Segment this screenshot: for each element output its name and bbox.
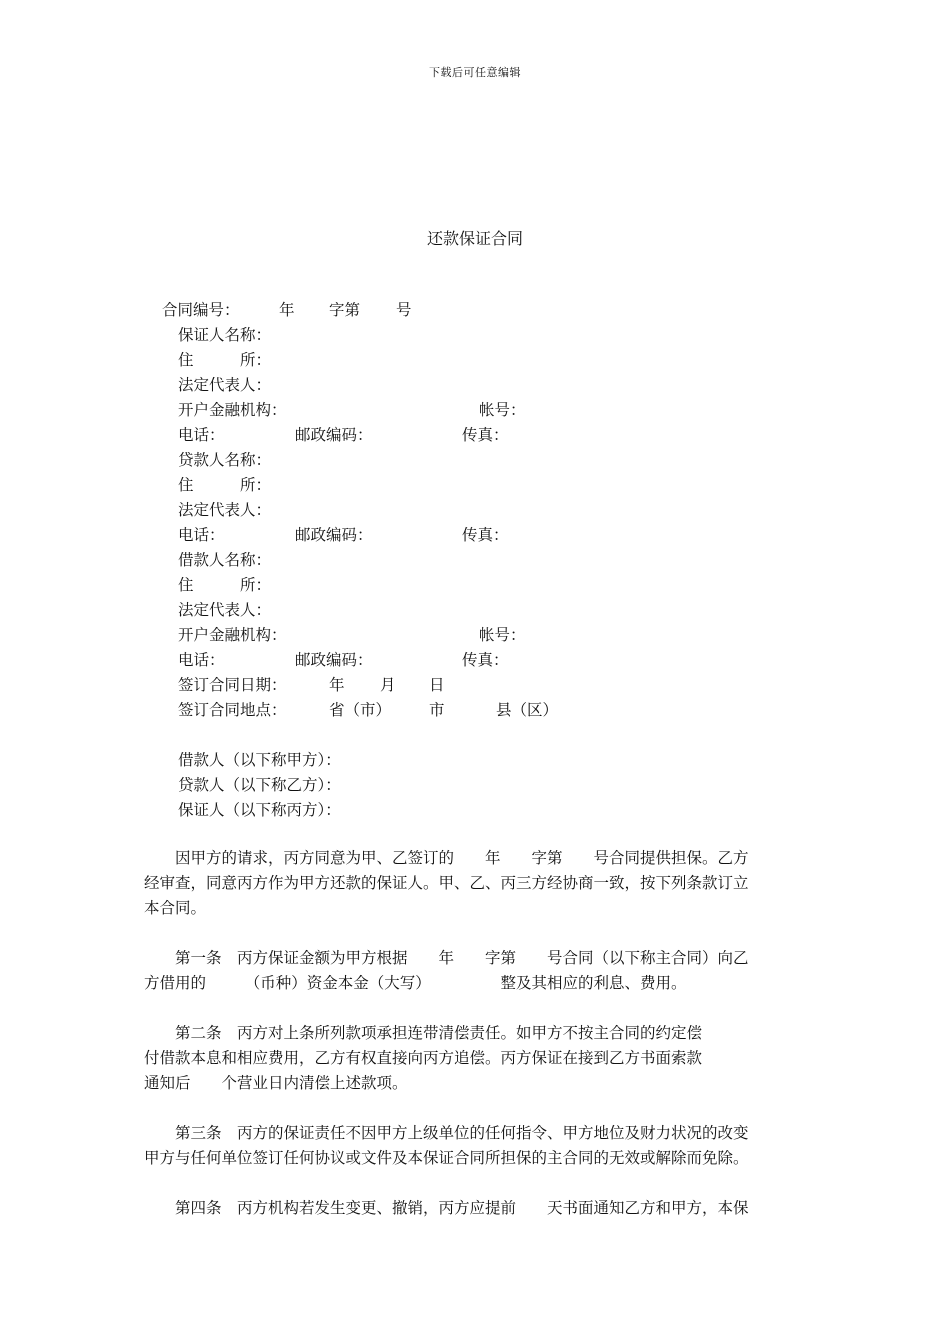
sign-date-year: 年 [329, 676, 345, 694]
sign-date-day: 日 [429, 676, 445, 694]
guarantor-bank-label: 开户金融机构： [178, 401, 287, 419]
party-c-label: 保证人（以下称丙方）： [178, 801, 341, 819]
paragraph-line: 第一条 丙方保证金额为甲方根据 年 字第 号合同（以下称主合同）向乙 [144, 949, 749, 967]
sign-place-province: 省（市） [329, 701, 392, 719]
guarantor-legal-rep-label: 法定代表人： [178, 376, 272, 394]
lender-fax-label: 传真： [462, 526, 509, 544]
page-header: 下载后可任意编辑 [429, 66, 521, 79]
article-4-paragraph [144, 1196, 808, 1221]
paragraph-line: 方借用的 （币种）资金本金（大写） 整及其相应的利息、费用。 [144, 974, 687, 992]
party-a-label: 借款人（以下称甲方）： [178, 751, 341, 769]
guarantor-postcode-label: 邮政编码： [295, 426, 373, 444]
lender-legal-rep-label: 法定代表人： [178, 501, 272, 519]
contract-number-hao: 号 [396, 301, 412, 319]
paragraph-line: 第四条 丙方机构若发生变更、撤销，丙方应提前 天书面通知乙方和甲方，本保 [144, 1199, 749, 1217]
guarantor-address-label: 住 所： [178, 351, 272, 369]
lender-phone-label: 电话： [178, 526, 225, 544]
party-b-label: 贷款人（以下称乙方）： [178, 776, 341, 794]
article-3-paragraph [144, 1121, 808, 1171]
guarantor-fax-label: 传真： [462, 426, 509, 444]
sign-date-label: 签订合同日期： [178, 676, 287, 694]
article-1-paragraph [144, 946, 808, 996]
sign-place-label: 签订合同地点： [178, 701, 287, 719]
borrower-postcode-label: 邮政编码： [295, 651, 373, 669]
paragraph-line: 经审查，同意丙方作为甲方还款的保证人。甲、乙、丙三方经协商一致，按下列条款订立 [144, 874, 749, 892]
contract-number-zi: 字第 [329, 301, 361, 319]
borrower-bank-label: 开户金融机构： [178, 626, 287, 644]
lender-address-label: 住 所： [178, 476, 272, 494]
sign-place-county: 县（区） [496, 701, 559, 719]
sign-date-month: 月 [380, 676, 396, 694]
paragraph-line: 本合同。 [144, 899, 207, 917]
document-title: 还款保证合同 [426, 229, 523, 248]
guarantor-phone-label: 电话： [178, 426, 225, 444]
guarantor-account-label: 帐号： [479, 401, 526, 419]
intro-paragraph [144, 846, 808, 921]
paragraph-line: 第三条 丙方的保证责任不因甲方上级单位的任何指令、甲方地位及财力状况的改变 [144, 1124, 749, 1142]
paragraph-line: 甲方与任何单位签订任何协议或文件及本保证合同所担保的主合同的无效或解除而免除。 [144, 1149, 749, 1167]
paragraph-line: 付借款本息和相应费用，乙方有权直接向丙方追偿。丙方保证在接到乙方书面索款 [144, 1049, 703, 1067]
guarantor-name-label: 保证人名称： [178, 326, 272, 344]
borrower-name-label: 借款人名称： [178, 551, 272, 569]
article-2-paragraph [144, 1021, 808, 1096]
lender-name-label: 贷款人名称： [178, 451, 272, 469]
borrower-legal-rep-label: 法定代表人： [178, 601, 272, 619]
sign-place-city: 市 [429, 701, 445, 719]
paragraph-line: 第二条 丙方对上条所列款项承担连带清偿责任。如甲方不按主合同的约定偿 [144, 1024, 703, 1042]
contract-number-label: 合同编号： [162, 301, 240, 319]
borrower-account-label: 帐号： [479, 626, 526, 644]
borrower-address-label: 住 所： [178, 576, 272, 594]
contract-number-year: 年 [279, 301, 295, 319]
lender-postcode-label: 邮政编码： [295, 526, 373, 544]
paragraph-line: 通知后 个营业日内清偿上述款项。 [144, 1074, 408, 1092]
borrower-phone-label: 电话： [178, 651, 225, 669]
paragraph-line: 因甲方的请求，丙方同意为甲、乙签订的 年 字第 号合同提供担保。乙方 [144, 849, 749, 867]
borrower-fax-label: 传真： [462, 651, 509, 669]
